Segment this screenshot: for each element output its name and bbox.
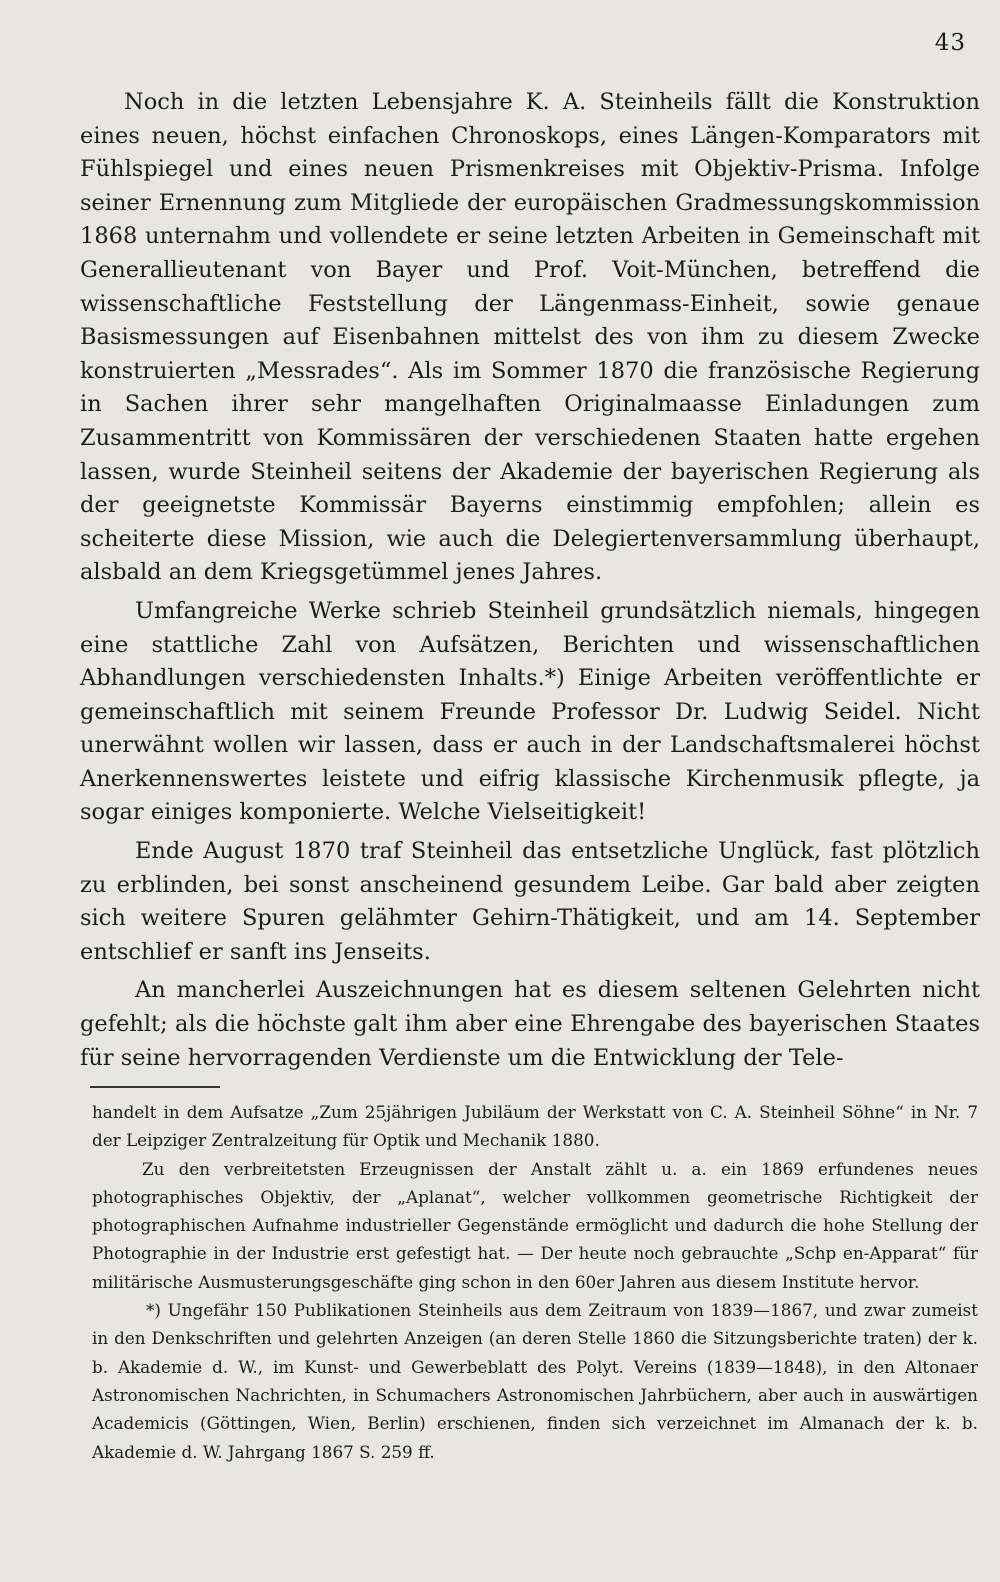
paragraph-2: Umfangreiche Werke schrieb Steinheil grundsätzlich niemals, hingegen eine stattliche Zahl von Aufsätzen, Berichten und wissenschaftlichen Abhandlungen verschiedensten Inhalts.*) Einige Arbeiten veröffentlichte er gemeinschaftlich mit seinem Freunde Professor Dr. Ludwig Seidel. Nicht unerwähnt wollen wir lassen, dass er auch in der Landschaftsmalerei höchst Anerkennenswertes leistete und eifrig klassische Kirchenmusik pflegte, ja sogar einiges komponierte. Welche Vielseitigkeit! [80, 597, 980, 826]
page-number: 43 [934, 30, 966, 56]
paragraph-1: Noch in die letzten Lebensjahre K. A. Steinheils fällt die Konstruktion eines neuen, höchst einfachen Chronoskops, eines Längen-Komparators mit Fühlspiegel und eines neuen Prismenkreises mit Objektiv-Prisma. Infolge seiner Ernennung zum Mitgliede der europäischen Gradmessungskommission 1868 unternahm und vollendete er seine letzten Arbeiten in Gemeinschaft mit Generallieutenant von Bayer und Prof. Voit-München, betreffend die wissenschaftliche Feststellung der Längenmass-Einheit, sowie genaue Basismessungen auf Eisenbahnen mittelst des von ihm zu diesem Zwecke konstruierten „Messrades“. Als im Sommer 1870 die französische Regierung in Sachen ihrer sehr mangelhaften Originalmaasse Einladungen zum Zusammentritt von Kommissären der verschiedenen Staaten hatte ergehen lassen, wurde Steinheil seitens der Akademie der bayerischen Regierung als der geeignetste Kommissär Bayerns einstimmig empfohlen; allein es scheiterte diese Mission, wie auch die Delegiertenversammlung überhaupt, alsbald an dem Kriegsgetümmel jenes Jahres. [80, 89, 980, 586]
paragraph-4: An mancherlei Auszeichnungen hat es diesem seltenen Gelehrten nicht gefehlt; als die höchste galt ihm aber eine Ehrengabe des bayerischen Staates für seine hervorragenden Verdienste um die Entwicklung der Tele- [80, 977, 980, 1071]
paragraph-3: Ende August 1870 traf Steinheil das entsetzliche Unglück, fast plötzlich zu erblinden, bei sonst anscheinend gesundem Leibe. Gar bald aber zeigten sich weitere Spuren gelähmter Gehirn-Thätigkeit, und am 14. September entschlief er sanft ins Jenseits. [80, 838, 980, 965]
footnote-paragraph: Zu den verbreitetsten Erzeugnissen der Anstalt zählt u. a. ein 1869 erfundenes neues photographisches Objektiv, der „Aplanat“, welcher vollkommen geometrische Richtigkeit der photographischen Aufnahme industrieller Gegenstände ermöglicht und dadurch die hohe Stellung der Photographie in der Industrie erst gefestigt hat. — Der heute noch gebrauchte „Schp en-Apparat“ für militärische Ausmusterungsgeschäfte ging schon in den 60er Jahren aus diesem Institute hervor. [92, 1158, 978, 1292]
footnotes [92, 1098, 978, 1466]
main-text [80, 86, 980, 1080]
footnote-separator [90, 1086, 220, 1088]
footnote-star: *) Ungefähr 150 Publikationen Steinheils aus dem Zeitraum von 1839—1867, und zwar zumeist in den Denkschriften und gelehrten Anzeigen (an deren Stelle 1860 die Sitzungsberichte traten) der k. b. Akademie d. W., im Kunst- und Gewerbeblatt des Polyt. Vereins (1839—1848), in den Altonaer Astronomischen Nachrichten, in Schumachers Astronomischen Jahrbüchern, aber auch in auswärtigen Academicis (Göttingen, Wien, Berlin) erschienen, finden sich verzeichnet im Almanach der k. b. Akademie d. W. Jahrgang 1867 S. 259 ff. [92, 1300, 978, 1462]
footnote-continuation: handelt in dem Aufsatze „Zum 25jährigen Jubiläum der Werkstatt von C. A. Steinheil Söhne“ in Nr. 7 der Leipziger Zentralzeitung für Optik und Mechanik 1880. [92, 1102, 978, 1151]
